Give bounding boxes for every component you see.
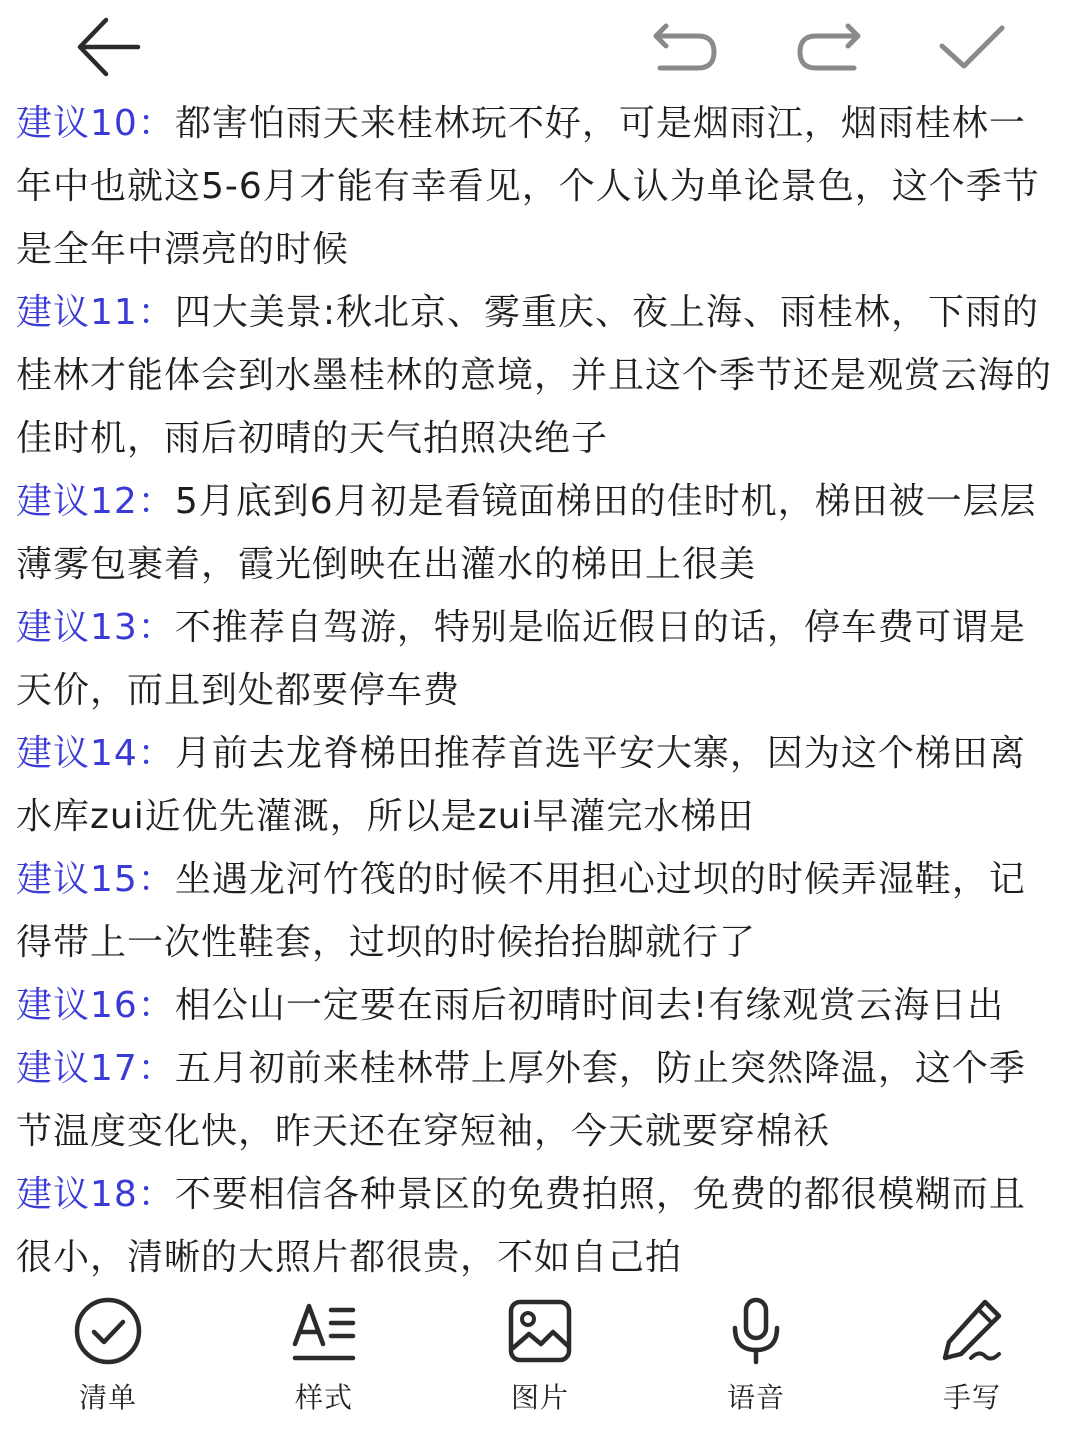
insert-image-button[interactable] <box>475 1296 605 1426</box>
redo-button[interactable] <box>794 22 864 74</box>
suggestion-label: 建议11： <box>16 292 175 333</box>
suggestion-paragraph <box>16 974 1060 1037</box>
image-icon <box>505 1296 575 1366</box>
suggestion-label: 建议17： <box>16 1048 175 1089</box>
checklist-button[interactable] <box>43 1296 173 1426</box>
suggestion-text: 月前去龙脊梯田推荐首选平安大寨，因为这个梯田离水库zui近优先灌溉，所以是zui早灌完水梯田 <box>16 733 1026 837</box>
suggestion-label: 建议13： <box>16 607 175 648</box>
suggestion-label: 建议14： <box>16 733 175 774</box>
check-icon <box>936 20 1008 76</box>
suggestion-paragraph <box>16 848 1060 974</box>
back-arrow-icon <box>72 14 144 80</box>
suggestion-text: 相公山一定要在雨后初晴时间去!有缘观赏云海日出 <box>174 985 1005 1026</box>
text-style-button[interactable] <box>259 1296 389 1426</box>
microphone-icon <box>721 1296 791 1366</box>
voice-label: 语音 <box>726 1381 785 1414</box>
redo-icon <box>794 22 864 74</box>
checklist-icon <box>73 1296 143 1366</box>
suggestion-text: 5月底到6月初是看镜面梯田的佳时机，梯田被一层层薄雾包裹着，霞光倒映在出灌水的梯田上很美 <box>16 481 1037 585</box>
suggestion-text: 五月初前来桂林带上厚外套，防止突然降温，这个季节温度变化快，昨天还在穿短袖，今天就要穿棉袄 <box>16 1048 1026 1152</box>
pen-icon <box>937 1296 1007 1366</box>
checklist-label: 清单 <box>78 1381 137 1414</box>
suggestion-paragraph <box>16 92 1060 281</box>
undo-button[interactable] <box>650 22 720 74</box>
suggestion-label: 建议12： <box>16 481 175 522</box>
voice-button[interactable] <box>691 1296 821 1426</box>
done-button[interactable] <box>936 20 1008 76</box>
suggestion-paragraph <box>16 1163 1060 1289</box>
suggestion-text: 不要相信各种景区的免费拍照，免费的都很模糊而且很小，清晰的大照片都很贵，不如自己拍 <box>16 1174 1026 1278</box>
top-toolbar <box>0 0 1080 92</box>
suggestion-paragraph <box>16 596 1060 722</box>
handwriting-label: 手写 <box>942 1381 1001 1414</box>
bottom-toolbar <box>0 1288 1080 1440</box>
handwriting-button[interactable] <box>907 1296 1037 1426</box>
suggestion-label: 建议15： <box>16 859 175 900</box>
suggestion-paragraph <box>16 722 1060 848</box>
suggestion-text: 坐遇龙河竹筏的时候不用担心过坝的时候弄湿鞋，记得带上一次性鞋套，过坝的时候抬抬脚就行了 <box>16 859 1026 963</box>
suggestion-paragraph <box>16 470 1060 596</box>
suggestion-text: 都害怕雨天来桂林玩不好，可是烟雨江，烟雨桂林一年中也就这5-6月才能有幸看见，个人认为单论景色，这个季节是全年中漂亮的时候 <box>16 103 1040 270</box>
suggestion-paragraph <box>16 1037 1060 1163</box>
suggestion-label: 建议16： <box>16 985 175 1026</box>
suggestion-label: 建议18： <box>16 1174 175 1215</box>
text-style-icon <box>289 1296 359 1366</box>
suggestion-text: 不推荐自驾游，特别是临近假日的话，停车费可谓是天价，而且到处都要停车费 <box>16 607 1026 711</box>
suggestion-label: 建议10： <box>16 103 175 144</box>
note-body[interactable] <box>16 92 1060 1289</box>
text-style-label: 样式 <box>294 1381 353 1414</box>
suggestion-text: 四大美景:秋北京、雾重庆、夜上海、雨桂林，下雨的桂林才能体会到水墨桂林的意境，并且这个季节还是观赏云海的佳时机，雨后初晴的天气拍照决绝子 <box>16 292 1053 459</box>
undo-icon <box>650 22 720 74</box>
back-button[interactable] <box>72 14 144 80</box>
suggestion-paragraph <box>16 281 1060 470</box>
insert-image-label: 图片 <box>510 1381 569 1414</box>
